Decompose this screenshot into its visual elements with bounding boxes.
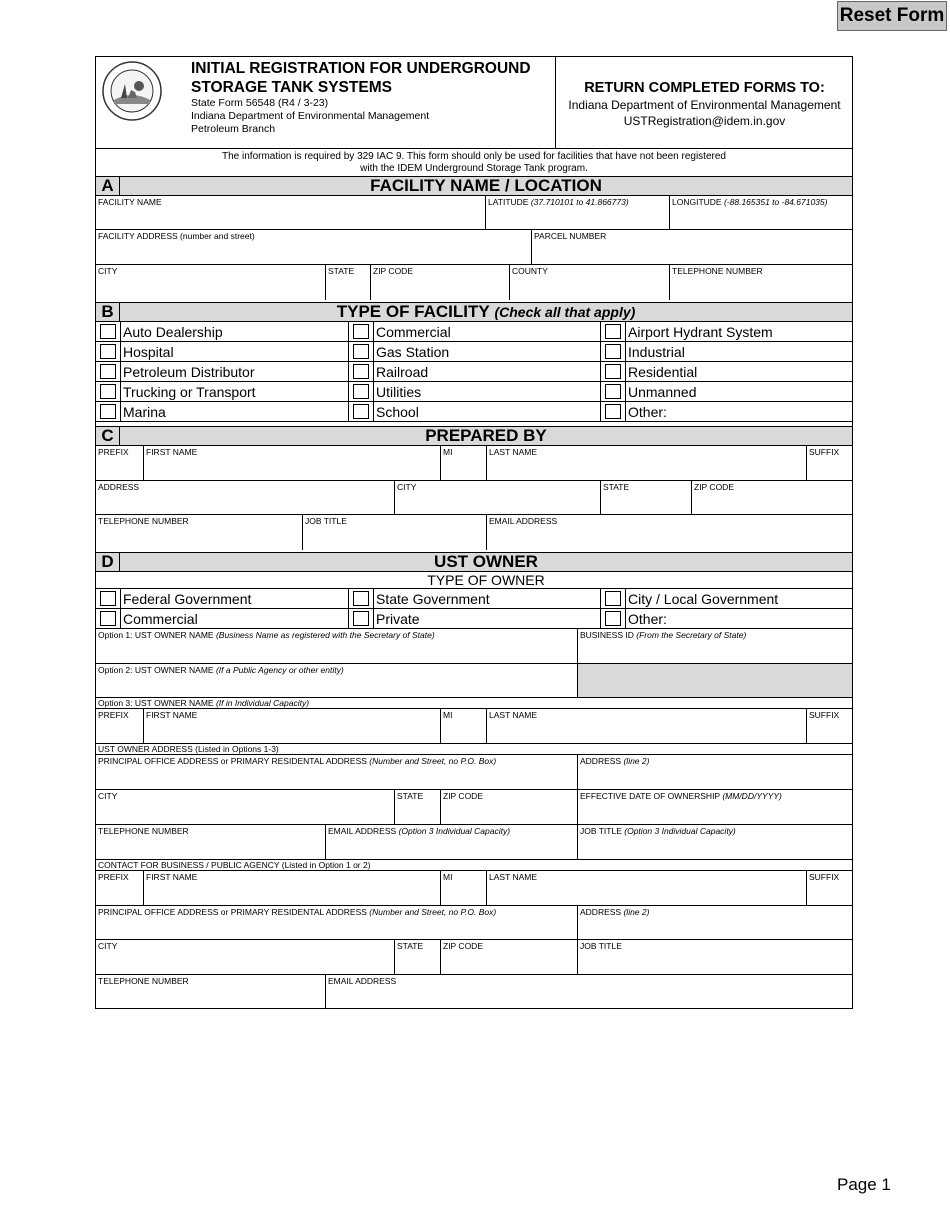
field-label: ADDRESS (line 2) [580,907,650,917]
owner-zip-input[interactable] [443,806,575,822]
facility-name-field [96,196,485,229]
owner-option3-heading: Option 3: UST OWNER NAME (If in Individual Capacity) [96,698,852,709]
field-label: ZIP CODE [694,482,734,492]
parcel-number-field [531,230,852,264]
facility-telephone-input[interactable] [672,282,850,298]
facility-row-1 [96,196,852,230]
field-label: EFFECTIVE DATE OF OWNERSHIP (MM/DD/YYYY) [580,791,782,801]
checkbox-label: Airport Hydrant System [625,322,852,341]
field-label: FIRST NAME [146,872,198,882]
state-seal-icon [101,60,163,122]
preparer-zip-input[interactable] [694,496,850,512]
checkbox-label: Trucking or Transport [120,382,348,401]
field-label: CITY [98,791,118,801]
contact-state-input[interactable] [397,956,438,972]
checkbox[interactable] [605,324,621,339]
owner-option1-row [96,629,852,664]
facility-row-2 [96,230,852,265]
form-title-line1: INITIAL REGISTRATION FOR UNDERGROUND [191,60,531,77]
form-title [191,59,531,97]
field-label: TELEPHONE NUMBER [98,976,189,986]
field-label: LATITUDE (37.710101 to 41.866773) [488,197,629,207]
notice [96,149,852,176]
field-label: FACILITY NAME [98,197,162,207]
field-label: FACILITY ADDRESS (number and street) [98,231,255,241]
parcel-number-input[interactable] [534,246,850,262]
contact-name-row [96,871,852,906]
preparer-suffix-input[interactable] [809,462,850,478]
checkbox-label: Other: [625,402,852,421]
section-b-header [96,302,852,322]
field-label: LAST NAME [489,447,538,457]
city-field [96,265,325,300]
owner-address-heading: UST OWNER ADDRESS (Listed in Options 1-3) [96,744,852,755]
form-header [96,57,852,149]
checkbox[interactable] [605,364,621,379]
field-label: JOB TITLE (Option 3 Individual Capacity) [580,826,736,836]
field-label: ADDRESS (line 2) [580,756,650,766]
checkbox-label: Gas Station [373,342,600,361]
owner-mi-input[interactable] [443,725,484,741]
field-label: Option 1: UST OWNER NAME (Business Name as registered with the Secretary of State) [98,630,435,640]
contact-city-row [96,940,852,975]
field-label: MI [443,447,453,457]
owner-prefix-input[interactable] [98,725,141,741]
section-letter: C [96,427,120,445]
field-label: LAST NAME [489,872,538,882]
facility-address-field [96,230,531,264]
contact-first-name-input[interactable] [146,887,438,903]
return-title: RETURN COMPLETED FORMS TO: [584,80,825,96]
checkbox[interactable] [605,591,621,606]
checkbox-label: City / Local Government [625,589,852,608]
checkbox[interactable] [100,364,116,379]
notice-line1: The information is required by 329 IAC 9. This form should only be used for facilities that have not been registered [222,151,726,162]
field-label: PRINCIPAL OFFICE ADDRESS or PRIMARY RESIDENTAL ADDRESS (Number and Street, no P.O. Box) [98,907,497,917]
county-field [509,265,669,300]
facility-row-3 [96,265,852,300]
field-label: ZIP CODE [443,941,483,951]
checkbox-label: Marina [120,402,348,421]
field-label: FIRST NAME [146,710,198,720]
owner-individual-name-row [96,709,852,744]
preparer-address-input[interactable] [98,496,392,512]
preparer-prefix-input[interactable] [98,462,141,478]
section-d-header [96,552,852,572]
checkbox-label: Hospital [120,342,348,361]
field-label: CITY [98,941,118,951]
state-field [325,265,370,300]
shaded-cell [577,664,852,697]
field-label: SUFFIX [809,872,840,882]
return-email: USTRegistration@idem.in.gov [623,114,786,128]
owner-suffix-input[interactable] [809,725,850,741]
return-box [555,57,853,149]
contact-phone-row [96,975,852,1008]
owner-email-input[interactable] [328,841,575,857]
preparer-mi-input[interactable] [443,462,484,478]
field-label: JOB TITLE [580,941,622,951]
owner-address-input[interactable] [98,771,575,787]
field-label: TELEPHONE NUMBER [672,266,763,276]
field-label: EMAIL ADDRESS (Option 3 Individual Capacity) [328,826,511,836]
field-label: STATE [603,482,630,492]
section-title: PREPARED BY [425,426,547,445]
section-c-header [96,426,852,446]
preparer-email-input[interactable] [489,532,850,548]
zip-field [370,265,509,300]
contact-job-title-input[interactable] [580,956,850,972]
field-label: CITY [397,482,417,492]
section-letter: A [96,177,120,195]
contact-suffix-input[interactable] [809,887,850,903]
checkbox[interactable] [605,611,621,626]
checkbox[interactable] [100,591,116,606]
preparer-name-row [96,446,852,481]
field-label: LONGITUDE (-88.165351 to -84.671035) [672,197,828,207]
checkbox-label: Residential [625,362,852,381]
latitude-field [485,196,669,229]
field-label: STATE [397,791,424,801]
form-title-line2: STORAGE TANK SYSTEMS [191,79,392,96]
preparer-last-name-input[interactable] [489,462,804,478]
field-label: ZIP CODE [373,266,413,276]
contact-address-input[interactable] [98,921,575,937]
contact-address-row [96,906,852,940]
page-number: Page 1 [837,1175,891,1194]
field-label: EMAIL ADDRESS [489,516,558,526]
field-label: EMAIL ADDRESS [328,976,397,986]
checkbox[interactable] [353,384,369,399]
field-label: FIRST NAME [146,447,198,457]
checkbox-label: Private [373,609,600,628]
owner-first-name-input[interactable] [146,725,438,741]
checkbox[interactable] [353,404,369,419]
field-label: MI [443,872,453,882]
checkbox[interactable] [100,344,116,359]
return-agency: Indiana Department of Environmental Management [568,98,841,112]
field-label: PREFIX [98,710,129,720]
checkbox[interactable] [605,384,621,399]
checkbox[interactable] [353,344,369,359]
contact-zip-input[interactable] [443,956,575,972]
field-label: LAST NAME [489,710,538,720]
checkbox-label: Unmanned [625,382,852,401]
contact-telephone-input[interactable] [98,990,323,1006]
field-label: CITY [98,266,118,276]
owner-telephone-input[interactable] [98,841,323,857]
checkbox[interactable] [605,344,621,359]
checkbox[interactable] [100,404,116,419]
checkbox-label: Other: [625,609,852,628]
field-label: TELEPHONE NUMBER [98,516,189,526]
checkbox-label: Industrial [625,342,852,361]
contact-last-name-input[interactable] [489,887,804,903]
longitude-field [669,196,852,229]
checkbox[interactable] [353,611,369,626]
owner-job-title-input[interactable] [580,841,850,857]
owner-agency-name-input[interactable] [98,679,575,695]
checkbox-label: State Government [373,589,600,608]
field-label: SUFFIX [809,710,840,720]
field-label: SUFFIX [809,447,840,457]
effective-date-input[interactable] [580,806,850,822]
owner-state-input[interactable] [397,806,438,822]
owner-address-row [96,755,852,790]
checkbox[interactable] [100,611,116,626]
preparer-city-input[interactable] [397,496,598,512]
checkbox[interactable] [353,364,369,379]
facility-county-input[interactable] [512,282,667,298]
field-label: STATE [328,266,355,276]
field-label: COUNTY [512,266,548,276]
checkbox-label: Utilities [373,382,600,401]
field-label: PRINCIPAL OFFICE ADDRESS or PRIMARY RESIDENTAL ADDRESS (Number and Street, no P.O. Box) [98,756,497,766]
reset-form-button[interactable]: Reset Form [837,1,947,31]
preparer-contact-row [96,515,852,550]
preparer-job-title-input[interactable] [305,532,484,548]
checkbox[interactable] [100,324,116,339]
preparer-state-input[interactable] [603,496,689,512]
checkbox-label: School [373,402,600,421]
branch-name: Petroleum Branch [191,123,276,135]
contact-address-line2-input[interactable] [580,921,850,937]
field-label: Option 2: UST OWNER NAME (If a Public Agency or other entity) [98,665,344,675]
section-title: FACILITY NAME / LOCATION [370,176,602,195]
owner-option2-row [96,664,852,698]
type-of-owner-heading: TYPE OF OWNER [96,572,852,589]
telephone-field [669,265,852,300]
section-letter: B [96,303,120,321]
owner-city-input[interactable] [98,806,392,822]
longitude-input[interactable] [672,211,850,227]
contact-city-input[interactable] [98,956,392,972]
checkbox-label: Petroleum Distributor [120,362,348,381]
business-id-input[interactable] [580,645,850,661]
checkbox[interactable] [353,591,369,606]
owner-last-name-input[interactable] [489,725,804,741]
field-label: PREFIX [98,447,129,457]
section-a-header [96,176,852,196]
checkbox[interactable] [353,324,369,339]
facility-address-input[interactable] [98,246,529,262]
registration-form [95,56,853,1009]
checkbox-label: Auto Dealership [120,322,348,341]
facility-type-grid [96,322,852,422]
owner-business-name-input[interactable] [98,645,575,661]
contact-email-input[interactable] [328,990,850,1006]
owner-contact-row [96,825,852,860]
field-label: JOB TITLE [305,516,347,526]
checkbox-label: Commercial [120,609,348,628]
agency-name: Indiana Department of Environmental Management [191,110,430,122]
section-letter: D [96,553,120,571]
field-label: TELEPHONE NUMBER [98,826,189,836]
checkbox[interactable] [100,384,116,399]
form-number: State Form 56548 (R4 / 3-23) [191,97,329,109]
owner-address-line2-input[interactable] [580,771,850,787]
owner-type-grid [96,589,852,629]
contact-heading: CONTACT FOR BUSINESS / PUBLIC AGENCY (Listed in Option 1 or 2) [96,860,852,871]
facility-zip-input[interactable] [373,282,507,298]
field-label: BUSINESS ID (From the Secretary of State) [580,630,747,640]
field-label: PARCEL NUMBER [534,231,607,241]
field-label: MI [443,710,453,720]
field-label: ZIP CODE [443,791,483,801]
field-label: STATE [397,941,424,951]
checkbox-label: Federal Government [120,589,348,608]
facility-name-input[interactable] [98,211,483,227]
contact-prefix-input[interactable] [98,887,141,903]
owner-city-row [96,790,852,825]
field-label: ADDRESS [98,482,140,492]
facility-city-input[interactable] [98,282,323,298]
checkbox-label: Railroad [373,362,600,381]
notice-line2: with the IDEM Underground Storage Tank program. [360,163,588,174]
checkbox[interactable] [605,404,621,419]
preparer-address-row [96,481,852,515]
section-title: UST OWNER [434,552,538,571]
section-title: TYPE OF FACILITY (Check all that apply) [336,302,636,321]
checkbox-label: Commercial [373,322,600,341]
preparer-first-name-input[interactable] [146,462,438,478]
facility-state-input[interactable] [328,282,368,298]
latitude-input[interactable] [488,211,667,227]
form-info [191,97,429,136]
contact-mi-input[interactable] [443,887,484,903]
field-label: PREFIX [98,872,129,882]
preparer-telephone-input[interactable] [98,532,300,548]
